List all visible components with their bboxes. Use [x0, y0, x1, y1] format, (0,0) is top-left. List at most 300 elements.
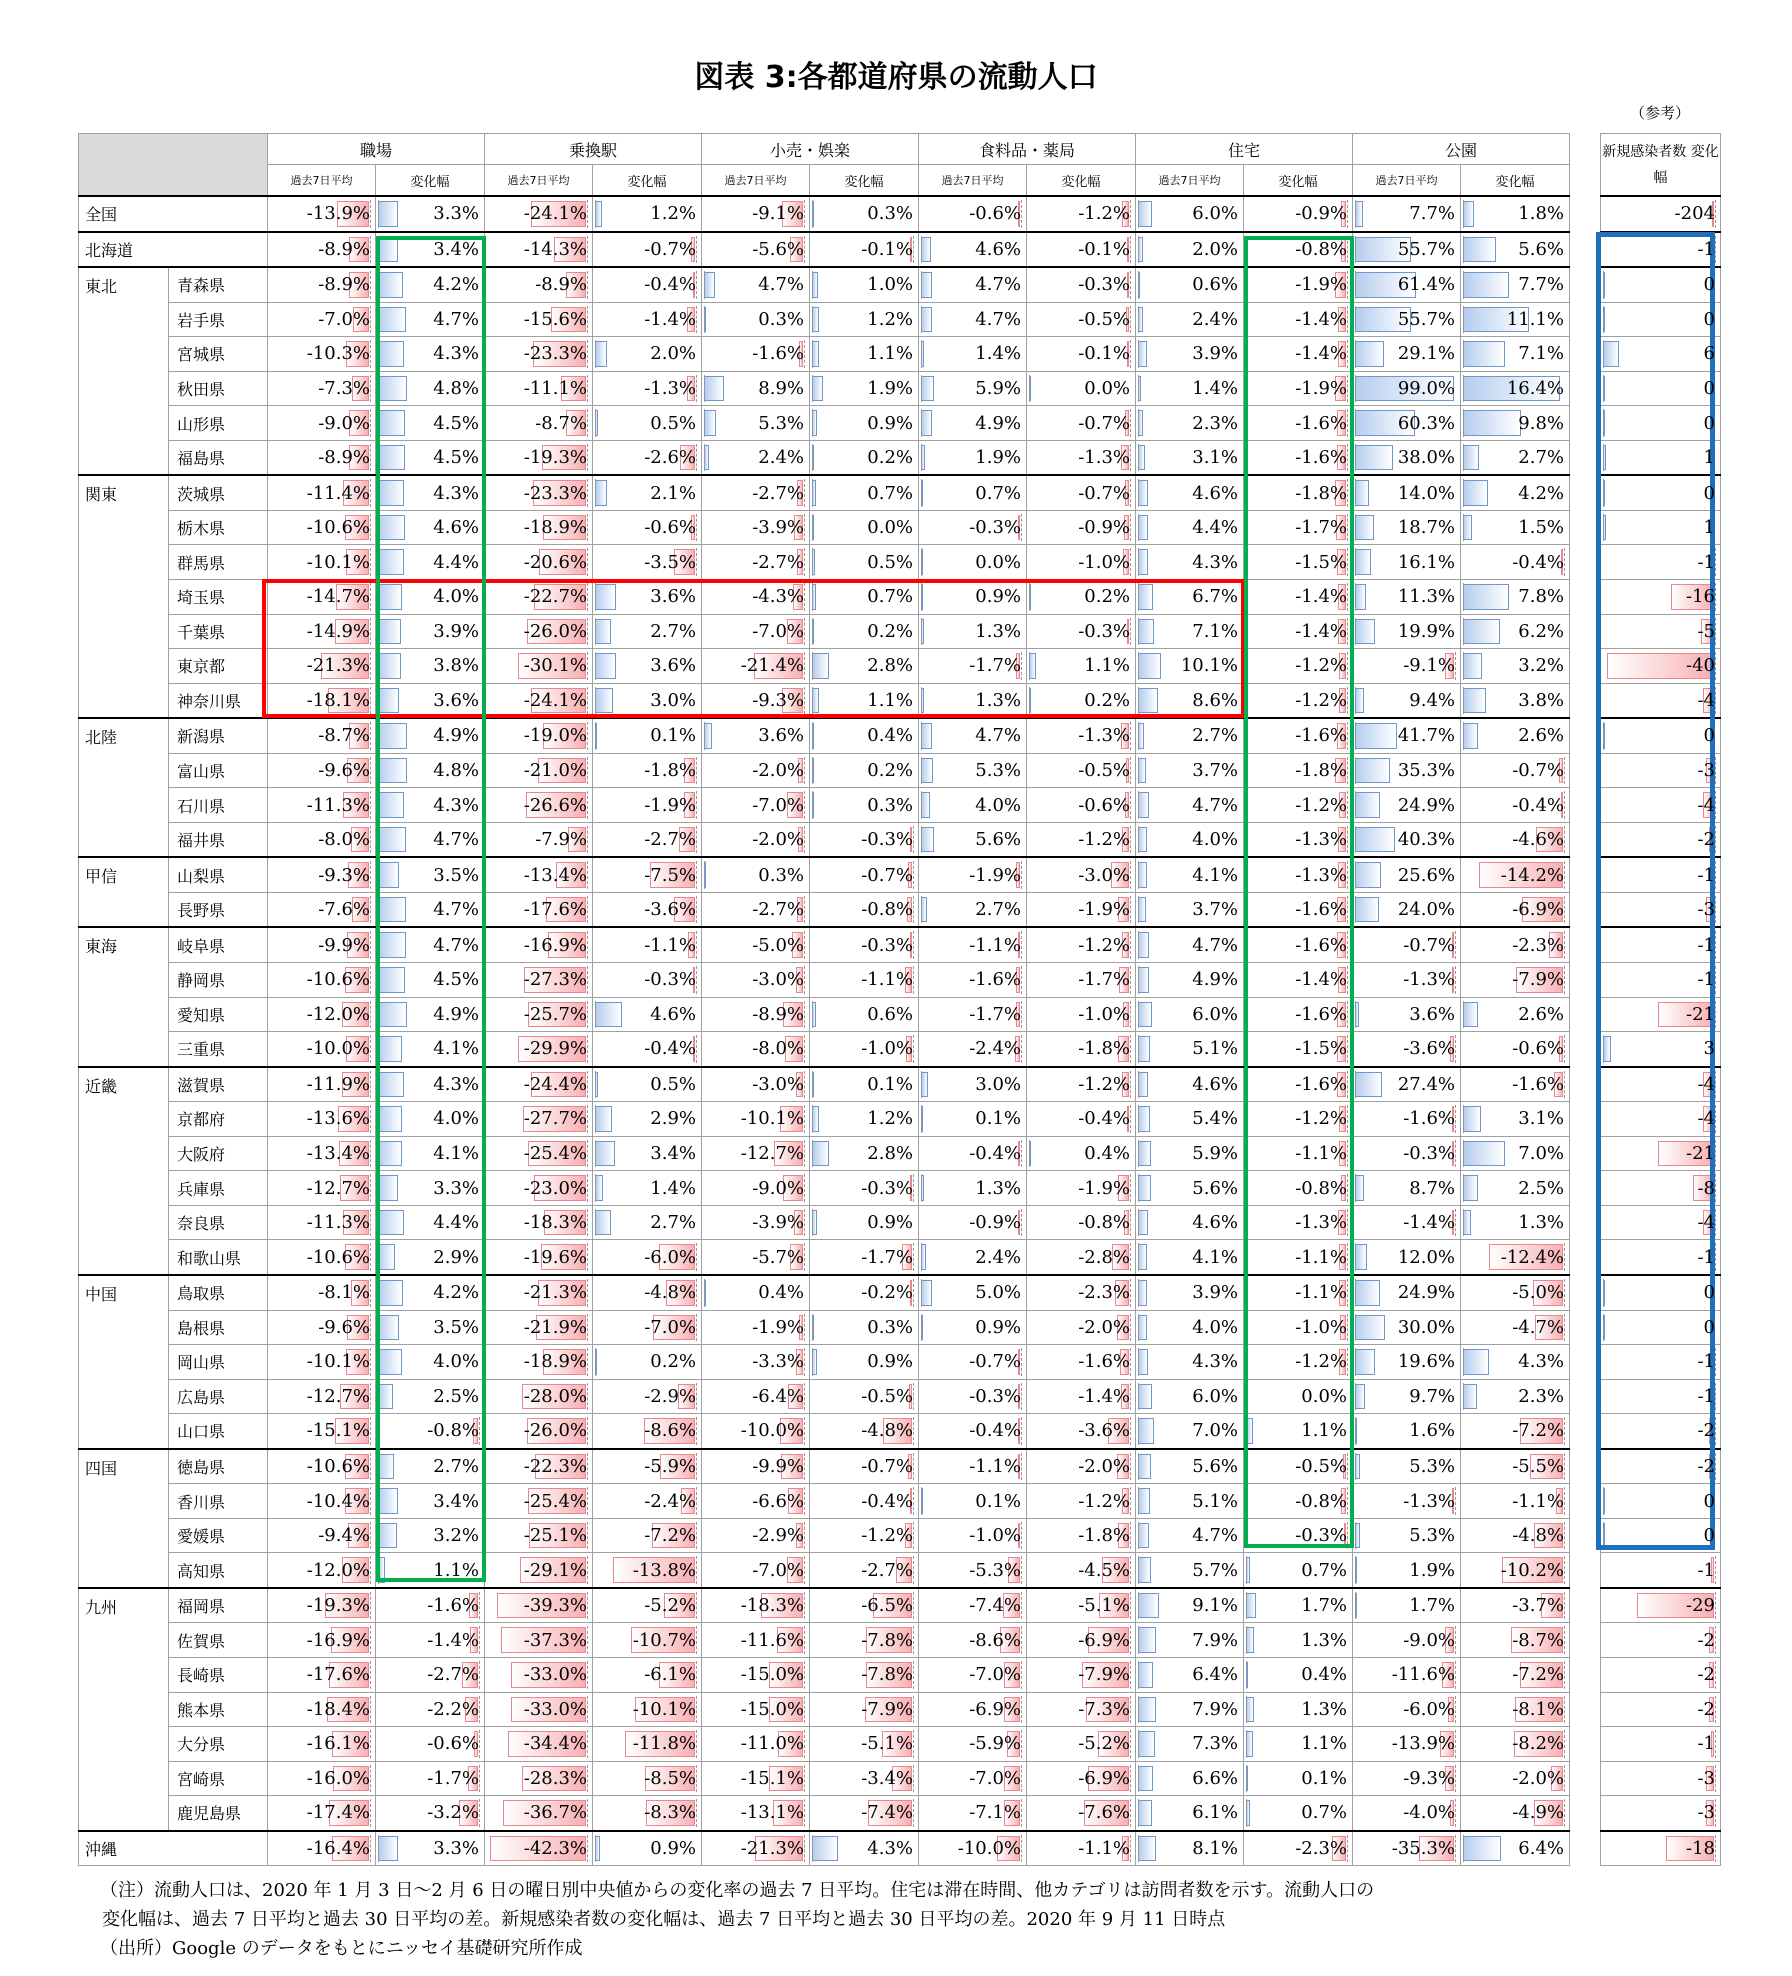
bar-axis — [913, 1487, 914, 1515]
value-text: -7.0% — [969, 1664, 1021, 1686]
value-text: 0.7% — [867, 482, 913, 504]
positive-bar — [378, 201, 398, 227]
value-cell — [268, 580, 376, 615]
bar-axis — [1564, 1696, 1565, 1724]
prefecture-label: 奈良県 — [169, 1205, 268, 1240]
positive-bar — [921, 410, 932, 436]
value-cell — [1136, 614, 1244, 649]
value-text: -10.7% — [632, 1629, 696, 1651]
value-text: -1.0% — [861, 1038, 913, 1060]
value-cell — [268, 1727, 376, 1762]
value-cell — [1027, 1623, 1136, 1658]
value-cell — [810, 545, 919, 580]
value-text: -6.5% — [861, 1595, 913, 1617]
value-text: 5.9% — [1192, 1143, 1238, 1165]
value-text: -8 — [1697, 1177, 1715, 1199]
value-cell — [1353, 822, 1461, 857]
bar-axis — [587, 444, 588, 472]
value-cell — [1244, 1692, 1353, 1727]
value-text: -1.6% — [1295, 934, 1347, 956]
bar-axis — [1021, 1626, 1022, 1654]
table-row — [79, 475, 1570, 510]
value-cell — [1244, 337, 1353, 372]
value-cell — [1244, 1067, 1353, 1102]
value-text: -2.0% — [1078, 1455, 1130, 1477]
positive-bar — [1138, 932, 1149, 958]
positive-bar — [1138, 688, 1158, 714]
value-cell — [1353, 475, 1461, 510]
value-text: 2.6% — [1518, 1003, 1564, 1025]
bar-axis — [1355, 271, 1356, 299]
bar-axis — [1021, 514, 1022, 542]
positive-bar — [1355, 1175, 1364, 1201]
table-body — [79, 196, 1570, 1866]
bar-axis — [1564, 1765, 1565, 1793]
bar-axis — [587, 1453, 588, 1481]
positive-bar — [378, 967, 405, 993]
bar-axis — [595, 1105, 596, 1133]
value-cell — [1353, 1275, 1461, 1310]
value-cell — [919, 545, 1027, 580]
bar-axis — [1138, 1314, 1139, 1342]
bar-axis — [812, 1001, 813, 1029]
value-cell — [1136, 232, 1244, 268]
value-text: 0.9% — [867, 1351, 913, 1373]
value-text: -0.7% — [1078, 482, 1130, 504]
bar-axis — [1138, 1522, 1139, 1550]
value-text: -29.9% — [523, 1038, 587, 1060]
value-cell — [1601, 614, 1721, 649]
value-text: -7.9% — [861, 1698, 913, 1720]
positive-bar — [1138, 1662, 1153, 1688]
bar-axis — [587, 271, 588, 299]
bar-axis — [1021, 1696, 1022, 1724]
value-text: 0.4% — [758, 1282, 804, 1304]
value-cell — [376, 475, 485, 510]
bar-axis — [704, 1279, 705, 1307]
region-label: 近畿 — [79, 1067, 169, 1275]
bar-axis — [1130, 1765, 1131, 1793]
value-text: -16.1% — [306, 1733, 370, 1755]
bar-axis — [1130, 1799, 1131, 1827]
bar-axis — [1347, 409, 1348, 437]
bar-axis — [812, 1209, 813, 1237]
bar-axis — [378, 687, 379, 715]
bar-axis — [1130, 1348, 1131, 1376]
value-cell — [810, 1310, 919, 1345]
value-cell — [485, 892, 593, 927]
value-cell — [1027, 1205, 1136, 1240]
bar-axis — [370, 722, 371, 750]
reference-row — [1601, 857, 1721, 892]
value-cell — [919, 649, 1027, 684]
bar-axis — [1455, 1140, 1456, 1168]
value-cell — [376, 267, 485, 302]
value-cell — [1027, 1102, 1136, 1137]
bar-axis — [595, 687, 596, 715]
value-text: -1.2% — [1295, 794, 1347, 816]
positive-bar — [378, 1384, 393, 1410]
value-text: 2.4% — [1192, 308, 1238, 330]
value-cell — [1461, 1449, 1570, 1484]
bar-axis — [1138, 1140, 1139, 1168]
value-cell — [268, 1588, 376, 1623]
value-text: 2.7% — [433, 1455, 479, 1477]
bar-axis — [587, 1140, 588, 1168]
value-cell — [919, 406, 1027, 441]
region-label: 中国 — [79, 1275, 169, 1449]
value-cell — [1461, 406, 1570, 441]
bar-axis — [1355, 340, 1356, 368]
bar-axis — [1355, 687, 1356, 715]
value-text: 5.3% — [1409, 1455, 1455, 1477]
bar-axis — [1246, 1696, 1247, 1724]
value-cell — [919, 1240, 1027, 1275]
bar-axis — [1455, 1487, 1456, 1515]
value-cell — [1353, 1414, 1461, 1449]
value-cell — [268, 753, 376, 788]
bar-axis — [1715, 1453, 1716, 1481]
bar-axis — [1130, 1383, 1131, 1411]
bar-axis — [378, 757, 379, 785]
value-cell — [919, 857, 1027, 892]
bar-axis — [587, 1071, 588, 1099]
bar-axis — [378, 1314, 379, 1342]
value-text: 3.5% — [433, 1316, 479, 1338]
value-cell — [268, 302, 376, 337]
bar-axis — [587, 1556, 588, 1584]
bar-axis — [921, 618, 922, 646]
value-cell — [1244, 997, 1353, 1032]
bar-axis — [595, 340, 596, 368]
value-text: 24.9% — [1397, 794, 1455, 816]
positive-bar — [812, 1836, 838, 1862]
positive-bar — [1138, 827, 1147, 853]
value-text: -0.1% — [861, 238, 913, 260]
value-cell — [1136, 1136, 1244, 1171]
value-cell — [1244, 302, 1353, 337]
value-text: -1.9% — [1295, 274, 1347, 296]
positive-bar — [1138, 445, 1145, 471]
value-cell — [485, 1657, 593, 1692]
value-cell — [1353, 1831, 1461, 1866]
value-cell — [702, 1692, 810, 1727]
value-cell — [919, 614, 1027, 649]
value-text: -1.0% — [969, 1525, 1021, 1547]
bar-axis — [696, 306, 697, 334]
footnote-line: 変化幅は、過去 7 日平均と過去 30 日平均の差。新規感染者数の変化幅は、過去 7 日平均と過去 30 日平均の差。2020 年 9 月 11 日時点 — [102, 1909, 1226, 1930]
positive-bar — [921, 272, 932, 298]
value-cell — [702, 1657, 810, 1692]
value-text: 7.9% — [1192, 1629, 1238, 1651]
value-text: 0.0% — [975, 551, 1021, 573]
value-cell — [1027, 1067, 1136, 1102]
value-text: 60.3% — [1397, 412, 1455, 434]
value-text: -42.3% — [523, 1837, 587, 1859]
value-text: -19.6% — [523, 1246, 587, 1268]
value-cell — [702, 614, 810, 649]
value-text: 4.1% — [1192, 1246, 1238, 1268]
bar-axis — [921, 1279, 922, 1307]
value-cell — [1601, 1553, 1721, 1588]
bar-axis — [921, 444, 922, 472]
value-cell — [1136, 1449, 1244, 1484]
value-cell — [268, 1345, 376, 1380]
bar-axis — [1715, 1209, 1716, 1237]
value-cell — [376, 927, 485, 962]
positive-bar — [1138, 1627, 1156, 1653]
bar-axis — [587, 1243, 588, 1271]
bar-axis — [1138, 896, 1139, 924]
value-text: 2.7% — [1518, 447, 1564, 469]
value-text: 1.0% — [867, 274, 913, 296]
bar-axis — [804, 896, 805, 924]
bar-axis — [1138, 722, 1139, 750]
value-cell — [1136, 1171, 1244, 1206]
value-text: -13.8% — [632, 1559, 696, 1581]
value-text: 7.0% — [1518, 1143, 1564, 1165]
value-text: -8.6% — [969, 1629, 1021, 1651]
value-text: -10.6% — [306, 1455, 370, 1477]
value-text: 4.5% — [433, 412, 479, 434]
value-text: -4.6% — [1512, 829, 1564, 851]
value-cell — [810, 371, 919, 406]
value-text: -6.0% — [644, 1246, 696, 1268]
value-text: -18.3% — [740, 1595, 804, 1617]
value-cell — [1461, 963, 1570, 998]
value-cell — [268, 892, 376, 927]
bar-axis — [696, 1383, 697, 1411]
bar-axis — [804, 1348, 805, 1376]
reference-row — [1601, 892, 1721, 927]
bar-axis — [913, 1626, 914, 1654]
positive-bar — [1138, 1244, 1147, 1270]
bar-axis — [913, 826, 914, 854]
bar-axis — [1347, 479, 1348, 507]
bar-axis — [587, 1592, 588, 1620]
value-cell — [593, 614, 702, 649]
value-text: 6.4% — [1518, 1837, 1564, 1859]
region-label: 九州 — [79, 1588, 169, 1831]
value-text: -1.8% — [1078, 1525, 1130, 1547]
bar-axis — [1138, 271, 1139, 299]
value-cell — [376, 1831, 485, 1866]
value-cell — [810, 1067, 919, 1102]
value-cell — [1601, 1171, 1721, 1206]
value-text: 2.8% — [867, 1143, 913, 1165]
bar-axis — [1021, 200, 1022, 228]
table-row — [79, 371, 1570, 406]
table-row — [79, 267, 1570, 302]
prefecture-label: 群馬県 — [169, 545, 268, 580]
value-text: -9.6% — [318, 760, 370, 782]
positive-bar — [1355, 549, 1371, 575]
value-text: -23.3% — [523, 482, 587, 504]
positive-bar — [378, 515, 405, 541]
bar-axis — [1138, 791, 1139, 819]
value-text: 3.8% — [433, 655, 479, 677]
value-text: -2.4% — [969, 1038, 1021, 1060]
value-text: -11.6% — [1391, 1664, 1455, 1686]
value-text: 0.5% — [650, 1073, 696, 1095]
value-cell — [1244, 1414, 1353, 1449]
value-text: -1.4% — [427, 1629, 479, 1651]
value-cell — [268, 510, 376, 545]
bar-axis — [812, 687, 813, 715]
positive-bar — [595, 341, 607, 367]
positive-bar — [704, 723, 712, 749]
bar-axis — [370, 306, 371, 334]
table-row — [79, 1623, 1570, 1658]
value-text: -22.3% — [523, 1455, 587, 1477]
positive-bar — [1463, 1106, 1481, 1132]
value-cell — [1461, 1310, 1570, 1345]
value-cell — [810, 1379, 919, 1414]
value-cell — [1353, 963, 1461, 998]
value-cell — [702, 649, 810, 684]
table-row — [79, 963, 1570, 998]
value-text: -0.3% — [1295, 1525, 1347, 1547]
value-cell — [1244, 580, 1353, 615]
bar-axis — [1130, 1174, 1131, 1202]
positive-bar — [378, 792, 404, 818]
value-text: -3.9% — [752, 1212, 804, 1234]
value-text: -1.4% — [1295, 620, 1347, 642]
value-cell — [810, 1553, 919, 1588]
positive-bar — [1138, 862, 1147, 888]
value-text: 1.4% — [1192, 378, 1238, 399]
value-text: 8.9% — [758, 378, 804, 399]
value-text: -10.1% — [740, 1108, 804, 1130]
value-text: 1.8% — [1518, 203, 1564, 225]
value-text: -3.6% — [1403, 1038, 1455, 1060]
positive-bar — [1463, 688, 1486, 714]
value-cell — [268, 788, 376, 823]
bar-axis — [1246, 1383, 1247, 1411]
value-text: -1.6% — [969, 969, 1021, 991]
subheader-avg: 過去7日平均 — [268, 165, 376, 197]
value-text: 4.4% — [433, 551, 479, 573]
bar-axis — [1130, 306, 1131, 334]
value-cell — [593, 649, 702, 684]
value-cell — [376, 1240, 485, 1275]
bar-axis — [595, 583, 596, 611]
value-text: 4.7% — [1192, 934, 1238, 956]
bar-axis — [1455, 1696, 1456, 1724]
value-cell — [1353, 580, 1461, 615]
bar-axis — [812, 791, 813, 819]
bar-axis — [1715, 896, 1716, 924]
bar-axis — [704, 409, 705, 437]
value-text: -10.6% — [306, 969, 370, 991]
value-cell — [702, 1171, 810, 1206]
value-cell — [1353, 196, 1461, 232]
bar-axis — [1355, 1174, 1356, 1202]
reference-row — [1601, 649, 1721, 684]
bar-axis — [1138, 1279, 1139, 1307]
value-text: 4.3% — [433, 482, 479, 504]
value-cell — [1027, 892, 1136, 927]
footnote-line: （注）流動人口は、2020 年 1 月 3 日～2 月 6 日の曜日別中央値からの変化率の過去 7 日平均。住宅は滞在時間、他カテゴリは訪問者数を示す。流動人口の — [100, 1880, 1375, 1901]
bar-axis — [1130, 618, 1131, 646]
bar-axis — [804, 1001, 805, 1029]
value-text: -6.4% — [752, 1385, 804, 1407]
value-text: 0.0% — [1084, 378, 1130, 399]
value-cell — [268, 475, 376, 510]
bar-axis — [1347, 200, 1348, 228]
value-text: -3.5% — [644, 551, 696, 573]
value-text: -2.6% — [644, 447, 696, 469]
value-text: -8.1% — [1512, 1698, 1564, 1720]
bar-axis — [378, 375, 379, 403]
bar-axis — [1021, 1661, 1022, 1689]
value-cell — [1353, 927, 1461, 962]
bar-axis — [804, 1383, 805, 1411]
value-text: -8.6% — [644, 1420, 696, 1442]
value-text: 2.9% — [650, 1108, 696, 1130]
bar-axis — [696, 896, 697, 924]
value-cell — [702, 1518, 810, 1553]
value-text: -2.0% — [752, 760, 804, 782]
prefecture-label: 愛媛県 — [169, 1518, 268, 1553]
value-text: 0.3% — [867, 794, 913, 816]
value-text: 4.9% — [1192, 969, 1238, 991]
positive-bar — [1138, 584, 1153, 610]
bar-axis — [1347, 1243, 1348, 1271]
value-cell — [1353, 1518, 1461, 1553]
value-text: 3.4% — [433, 1490, 479, 1512]
value-text: 3.9% — [1192, 343, 1238, 365]
bar-axis — [587, 306, 588, 334]
bar-axis — [378, 479, 379, 507]
value-cell — [1027, 1796, 1136, 1831]
bar-axis — [696, 1279, 697, 1307]
value-cell — [593, 1831, 702, 1866]
value-text: -8.9% — [535, 274, 587, 296]
positive-bar — [378, 376, 407, 402]
value-text: -0.9% — [1295, 203, 1347, 225]
value-text: -7.9% — [1078, 1664, 1130, 1686]
value-cell — [1027, 1484, 1136, 1519]
value-text: -1.7% — [969, 655, 1021, 677]
bar-axis — [595, 1348, 596, 1376]
value-cell — [593, 718, 702, 753]
bar-axis — [587, 826, 588, 854]
prefecture-label: 山口県 — [169, 1414, 268, 1449]
value-text: -2.3% — [1512, 934, 1564, 956]
value-text: 0.0% — [1301, 1385, 1347, 1407]
bar-axis — [1130, 791, 1131, 819]
value-cell — [1601, 475, 1721, 510]
region-label: 東北 — [79, 267, 169, 475]
bar-axis — [1246, 1626, 1247, 1654]
value-text: -204 — [1674, 203, 1715, 225]
value-text: -9.3% — [318, 864, 370, 886]
value-text: -4.3% — [752, 586, 804, 608]
value-cell — [810, 406, 919, 441]
bar-axis — [696, 1661, 697, 1689]
value-text: 4.9% — [433, 1003, 479, 1025]
value-text: -3 — [1697, 1802, 1715, 1824]
value-text: 3.0% — [650, 689, 696, 711]
bar-axis — [1347, 966, 1348, 994]
value-text: -0.7% — [861, 1455, 913, 1477]
value-text: -0.7% — [861, 864, 913, 886]
value-cell — [919, 1553, 1027, 1588]
positive-bar — [1355, 688, 1364, 714]
value-cell — [1353, 1136, 1461, 1171]
value-cell — [1136, 1032, 1244, 1067]
